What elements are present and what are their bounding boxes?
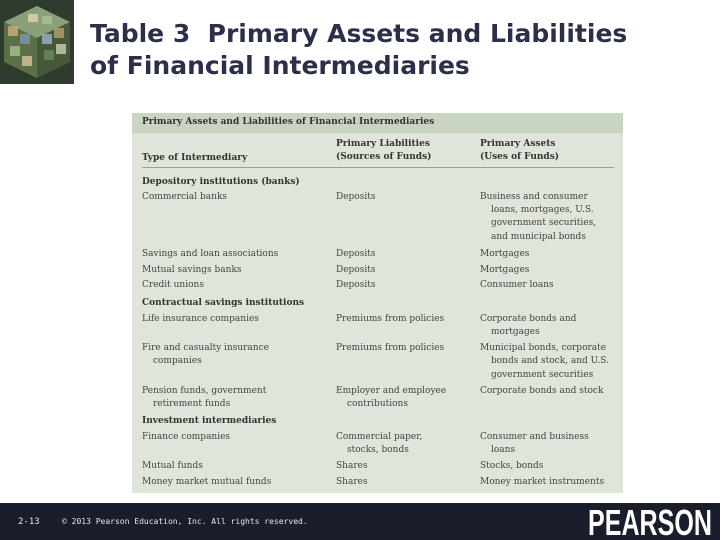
row-type-life-insurance: Life insurance companies: [142, 314, 259, 324]
row-liabilities-savings-loan: Deposits: [336, 249, 376, 259]
row-liabilities-money-market: Shares: [336, 477, 368, 487]
table-caption-bar: [132, 113, 623, 133]
row-liabilities-finance-companies-2: stocks, bonds: [347, 445, 409, 455]
cube-collage-icon: [0, 0, 74, 84]
row-type-fire-casualty-1: Fire and casualty insurance: [142, 343, 269, 353]
row-assets-fire-casualty-1: Municipal bonds, corporate: [480, 343, 607, 353]
row-assets-commercial-banks-1: Business and consumer: [480, 192, 588, 202]
row-assets-mutual-funds: Stocks, bonds: [480, 461, 544, 471]
row-assets-fire-casualty-3: government securities: [491, 370, 594, 380]
row-assets-pension-funds: Corporate bonds and stock: [480, 386, 604, 396]
row-assets-commercial-banks-2: loans, mortgages, U.S.: [491, 205, 594, 215]
row-type-finance-companies: Finance companies: [142, 432, 231, 442]
group-investment-intermediaries: Investment intermediaries: [142, 416, 277, 426]
header-sources-of-funds: (Sources of Funds): [336, 152, 432, 162]
row-type-mutual-savings: Mutual savings banks: [142, 265, 242, 275]
footer-bar: [0, 503, 720, 540]
header-rule: [142, 167, 614, 168]
row-assets-mutual-savings: Mortgages: [480, 265, 530, 275]
header-primary-assets: Primary Assets: [480, 139, 556, 149]
row-assets-fire-casualty-2: bonds and stock, and U.S.: [491, 356, 609, 366]
pearson-logo: [586, 504, 714, 540]
row-liabilities-fire-casualty: Premiums from policies: [336, 343, 445, 353]
row-assets-commercial-banks-4: and municipal bonds: [491, 232, 586, 242]
row-assets-credit-unions: Consumer loans: [480, 280, 554, 290]
row-liabilities-commercial-banks: Deposits: [336, 192, 376, 202]
row-assets-finance-companies-2: loans: [491, 445, 516, 455]
pearson-logo-text: PEARSON: [588, 504, 712, 540]
copyright-notice: © 2013 Pearson Education, Inc. All rights reserved.: [62, 517, 308, 526]
row-type-pension-funds-2: retirement funds: [153, 399, 231, 409]
group-depository-institutions: Depository institutions (banks): [142, 177, 300, 187]
slide-title-line-1: Table 3 Primary Assets and Liabilities: [90, 19, 628, 48]
row-liabilities-mutual-savings: Deposits: [336, 265, 376, 275]
row-type-savings-loan: Savings and loan associations: [142, 249, 279, 259]
row-type-fire-casualty-2: companies: [153, 356, 202, 366]
table-caption: Primary Assets and Liabilities of Financial Intermediaries: [142, 117, 435, 127]
slide-title-line-2: of Financial Intermediaries: [90, 51, 470, 80]
row-type-credit-unions: Credit unions: [142, 280, 204, 290]
row-type-commercial-banks: Commercial banks: [142, 192, 228, 202]
row-liabilities-mutual-funds: Shares: [336, 461, 368, 471]
row-type-money-market: Money market mutual funds: [142, 477, 272, 487]
row-liabilities-pension-funds-1: Employer and employee: [336, 386, 447, 396]
row-type-pension-funds-1: Pension funds, government: [142, 386, 267, 396]
header-type-of-intermediary: Type of Intermediary: [142, 153, 248, 163]
header-uses-of-funds: (Uses of Funds): [480, 152, 560, 162]
slide-title: [90, 18, 710, 82]
group-contractual-savings: Contractual savings institutions: [142, 298, 305, 308]
row-liabilities-life-insurance: Premiums from policies: [336, 314, 445, 324]
page-number: 2-13: [18, 517, 40, 527]
row-liabilities-finance-companies-1: Commercial paper,: [336, 432, 423, 442]
row-assets-life-insurance-1: Corporate bonds and: [480, 314, 577, 324]
assets-liabilities-table: [132, 113, 623, 493]
row-assets-savings-loan: Mortgages: [480, 249, 530, 259]
row-liabilities-credit-unions: Deposits: [336, 280, 376, 290]
row-type-mutual-funds: Mutual funds: [142, 461, 203, 471]
row-assets-finance-companies-1: Consumer and business: [480, 432, 589, 442]
row-liabilities-pension-funds-2: contributions: [347, 399, 408, 409]
row-assets-commercial-banks-3: government securities,: [491, 218, 597, 228]
row-assets-money-market: Money market instruments: [480, 477, 605, 487]
row-assets-life-insurance-2: mortgages: [491, 327, 540, 337]
header-primary-liabilities: Primary Liabilities: [336, 139, 430, 149]
